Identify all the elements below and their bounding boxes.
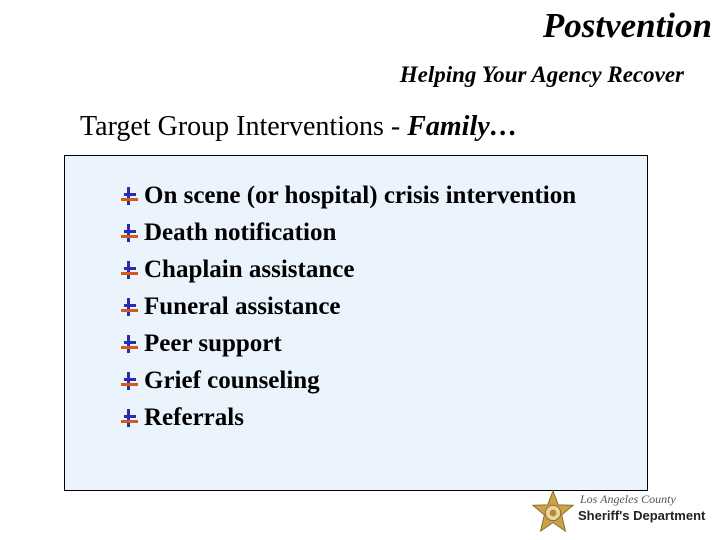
list-item-text: Death notification [144,218,337,246]
bullet-icon [118,408,140,428]
list-item-text: Referrals [144,403,244,431]
bullet-icon [118,297,140,317]
sheriff-star-icon [530,488,576,536]
bullet-icon [118,186,140,206]
bullet-icon [118,334,140,354]
list-item [118,251,576,288]
list-item [118,214,576,251]
interventions-list [118,177,576,436]
list-item [118,362,576,399]
list-item [118,325,576,362]
slide-subtitle: Helping Your Agency Recover [399,62,684,87]
list-item [118,399,576,436]
bullet-icon [118,371,140,391]
section-heading [80,111,518,143]
list-item-text: Grief counseling [144,366,320,394]
sheriff-logo [530,488,716,536]
list-item-text: Peer support [144,329,282,357]
slide-title: Postvention [542,6,712,45]
list-item-text: On scene (or hospital) crisis intervention [144,181,577,209]
list-item-text: Chaplain assistance [144,255,355,283]
heading-emphasis: Family… [407,111,518,142]
heading-prefix: Target Group Interventions - [80,111,408,142]
logo-department-text: Sheriff's Department [578,508,706,523]
bullet-icon [118,260,140,280]
list-item-text: Funeral assistance [144,292,341,320]
list-item [118,288,576,325]
bullet-icon [118,223,140,243]
list-item [118,177,576,214]
logo-county-text: Los Angeles County [580,492,676,506]
